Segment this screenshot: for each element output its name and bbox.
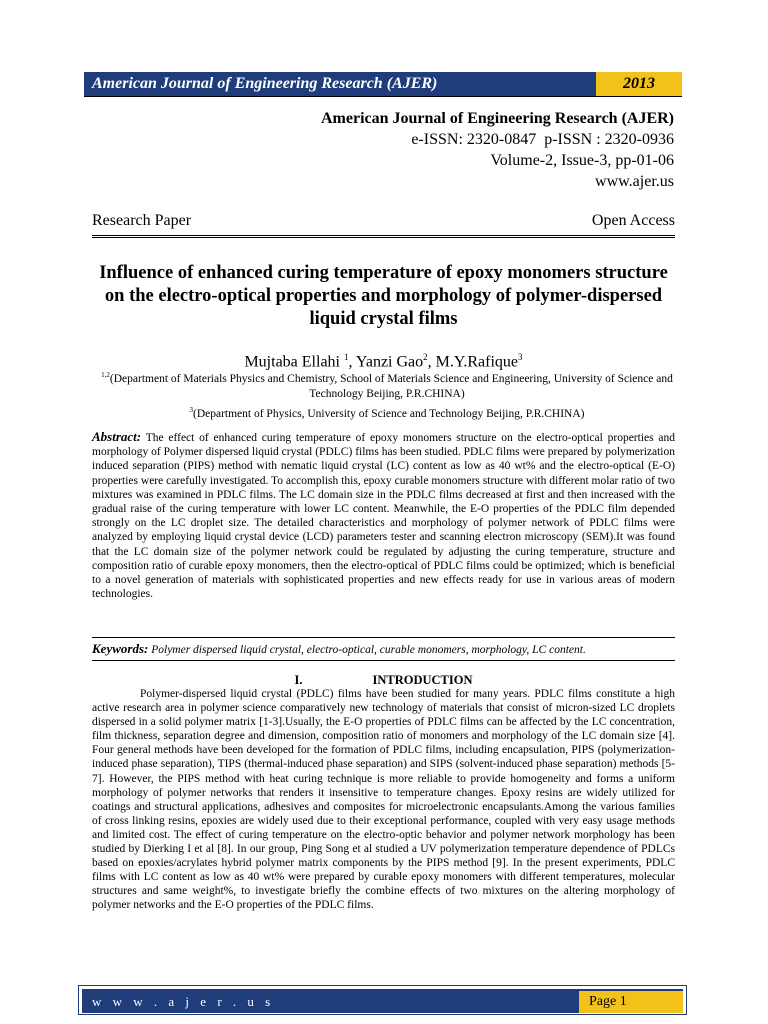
website-line: www.ajer.us <box>595 173 674 190</box>
keywords-label: Keywords: <box>92 641 149 656</box>
article-type-row <box>92 209 675 238</box>
journal-name: American Journal of Engineering Research (AJER) <box>84 72 596 96</box>
abstract <box>92 430 675 601</box>
affiliation-1: $^{1,2}$(Department of Materials Physics and Chemistry, School of Materials Science and Engineering, University of Science and Technology Beijing, P.R.CHINA) <box>101 371 673 401</box>
abstract-label: Abstract: <box>92 429 142 444</box>
author-1-affil: 1 <box>343 352 349 362</box>
article-type: Research Paper <box>92 212 192 229</box>
affiliation-2: $^3$(Department of Physics, University of Science and Technology Beijing, P.R.CHINA) <box>189 405 585 420</box>
section-heading <box>92 672 675 688</box>
paper-title: Influence of enhanced curing temperature of epoxy monomers structure on the electro-optical properties and morphology of polymer-dispersed liquid crystal films <box>99 263 668 329</box>
volume-line: Volume-2, Issue-3, pp-01-06 <box>490 152 674 169</box>
keywords <box>92 637 675 661</box>
author-2: , Yanzi Gao <box>348 353 424 371</box>
journal-year: 2013 <box>596 72 682 96</box>
author-1: Mujtaba Ellahi <box>244 353 344 371</box>
journal-title: American Journal of Engineering Research (AJER) <box>321 110 674 127</box>
footer-website: w w w . a j e r . u s <box>82 991 579 1013</box>
access-type: Open Access <box>591 212 675 229</box>
page-footer <box>78 985 687 1015</box>
author-2-affil: 2 <box>423 352 428 362</box>
keywords-text: Polymer dispersed liquid crystal, electro-optical, curable monomers, morphology, LC content. <box>148 644 586 656</box>
page-number: Page 1 <box>579 991 683 1013</box>
section-number: I. <box>294 673 303 687</box>
affiliations <box>92 368 682 422</box>
journal-header-band <box>84 72 682 97</box>
author-3: , M.Y.Rafique <box>427 353 519 371</box>
introduction-paragraph: Polymer-dispersed liquid crystal (PDLC) films have been studied for many years. PDLC films constitute a high active research area in polymer science comparatively new technology of materials that consist of micron-sized LC droplets dispersed in a solid polymer matrix [1-3].Usually, the E-O properties of PDLC films can be affected by the LC concentration, film thickness, separation degree and dimension, composition ratio of monomers and morphology of the LC domain size [4]. Four general methods have been developed for the formation of PDLC films, including encapsulation, PIPS (polymerization-induced phase separation), TIPS (thermal-induced phase separation) and SIPS (solvent-induced phase separation) methods [5-7]. However, the PIPS method with heat curing technique is more reliable to provide homogeneity and forms a uniform morphology of polymer networks that renders it insensitive to temperature changes. Epoxy resins are widely utilized for coatings and structural applications, adhesives and composites for microelectronic encapsulants.Among the various families of cross linking resins, epoxies are widely used due to their exceptional performance, coupled with very easy usage methods and limited cost. The effect of curing temperature on the electro-optic behavior and polymer network morphology has been studied by Dierking I et al [8]. In our group, Ping Song et al studied a UV polymerization temperature dependence of PDLCs based on epoxies/acrylates hybrid polymer matrix components by the PIPS method [9]. In the present experiments, PDLC films with LC content as low as 40 wt% were prepared by curable epoxy monomers with different temperatures, molecular structures and same weight%, to investigate briefly the combine effects of two mixtures on the altering morphology of polymer networks and the E-O properties of the PDLC films. <box>92 688 675 912</box>
publication-info <box>321 108 674 192</box>
author-3-affil: 3 <box>518 352 523 362</box>
abstract-text: The effect of enhanced curing temperature of epoxy monomers structure on the electro-optical properties and morphology of Polymer dispersed liquid crystal (PDLC) films has been studied. PDLC films were prepared by polymerization induced separation (PIPS) method with nematic liquid crystal (LC) content as low as 40 wt% and the electro-optical (E-O) properties were carefully investigated. To accomplish this, epoxy curable monomers structure with different molar ratio of two mixtures was examined in PDLC films. The LC domain size in the PDLC films decreased at first and then increased with the gradual raise of the curing temperature with lower LC content. Meanwhile, the E-O properties of the PDLC film depended strongly on the LC droplet size. The detailed characteristics and morphology of polymer network of PDLC films were analyzed by employing liquid crystal device (LCD) parameters tester and scanning electron microscopy (SEM).It was found that the LC domain size of the polymer network could be regulated by adjusting the curing temperature, structure and composition ratio of curable epoxy monomers, then the electro-optical of PDLC films could be optimized; which is beneficial to a novel generation of materials with sophisticated properties and new effects ready for use in various areas of modern technologies. <box>92 432 675 601</box>
issn-line: e-ISSN: 2320-0847 p-ISSN : 2320-0936 <box>411 131 674 148</box>
section-title: INTRODUCTION <box>372 673 473 687</box>
